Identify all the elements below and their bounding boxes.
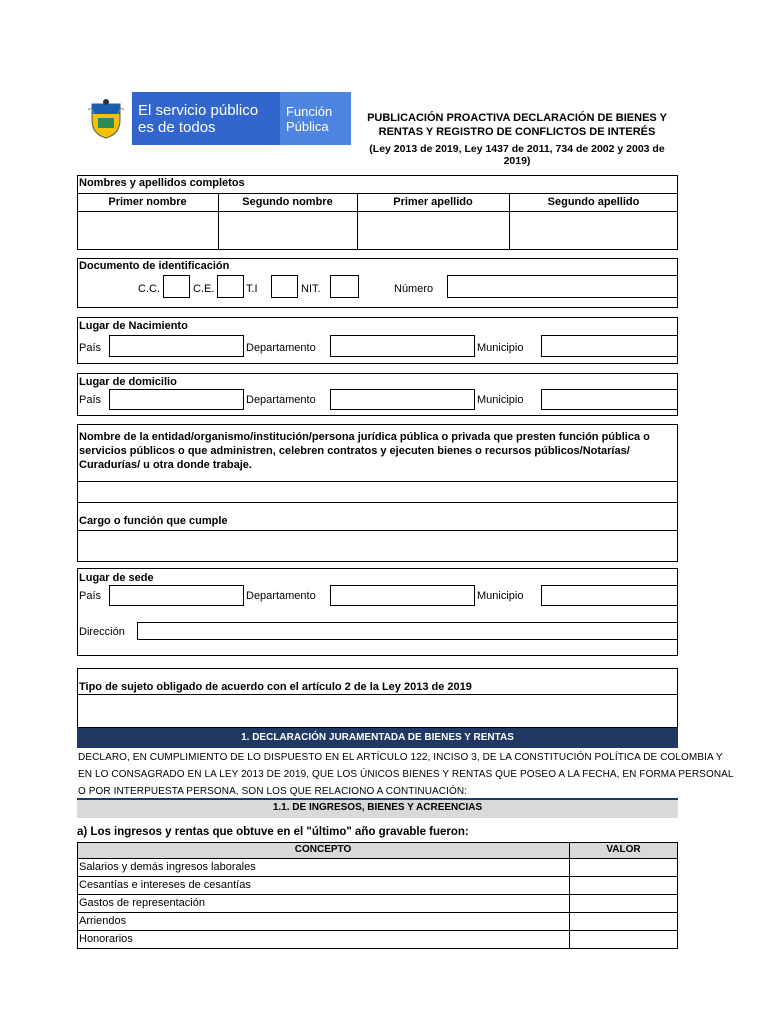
seat-heading: Lugar de sede (79, 572, 154, 584)
logo-slogan: El servicio público es de todos (132, 92, 280, 145)
cargo-heading: Cargo o función que cumple (79, 515, 228, 527)
segundo-apellido-field[interactable] (510, 212, 677, 249)
numero-field[interactable] (447, 275, 678, 298)
col-concepto: CONCEPTO (294, 844, 352, 855)
seat-section (77, 568, 678, 656)
page-title: PUBLICACIÓN PROACTIVA DECLARACIÓN DE BIENES Y RENTAS Y REGISTRO DE CONFLICTOS DE INTERÉS (367, 112, 667, 138)
domicile-municipio-field[interactable] (541, 389, 678, 410)
primer-apellido-field[interactable] (358, 212, 508, 249)
col-segundo-nombre: Segundo nombre (242, 196, 333, 208)
seat-departamento-field[interactable] (330, 585, 475, 606)
domicile-departamento-label: Departamento (246, 394, 316, 406)
income-question: a) Los ingresos y rentas que obtuve en el "último" año gravable fueron: (77, 826, 469, 838)
laws-reference: (Ley 2013 de 2019, Ley 1437 de 2011, 734 de 2002 y 2003 de 2019) (369, 143, 665, 167)
valor-gastos-field[interactable] (570, 896, 677, 912)
subject-type-heading: Tipo de sujeto obligado de acuerdo con el artículo 2 de la Ley 2013 de 2019 (79, 681, 472, 693)
domicile-departamento-field[interactable] (330, 389, 475, 410)
numero-label: Número (394, 283, 434, 295)
col-primer-apellido: Primer apellido (393, 196, 473, 208)
valor-cesantias-field[interactable] (570, 878, 677, 894)
cargo-field[interactable] (78, 531, 677, 561)
seat-direccion-field[interactable] (137, 622, 678, 640)
domicile-municipio-label: Municipio (477, 394, 524, 406)
col-segundo-apellido: Segundo apellido (547, 196, 640, 208)
entity-heading: Nombre de la entidad/organismo/institución/persona jurídica pública o privada que presten función pública o servicios públicos o que administren, celebren contratos y ejecuten bienes o recursos públicos/Notarías/ Curadurías/ u otra donde trabaje. (79, 431, 650, 471)
ti-label: T.I (246, 283, 258, 295)
coat-of-arms-icon (80, 92, 132, 145)
seat-pais-label: País (79, 590, 102, 602)
declaration-line-3: O POR INTERPUESTA PERSONA, SON LOS QUE RELACIONO A CONTINUACIÓN: (78, 786, 468, 797)
birth-municipio-field[interactable] (541, 335, 678, 357)
seat-municipio-label: Municipio (477, 590, 524, 602)
primer-nombre-field[interactable] (78, 212, 217, 249)
nit-checkbox[interactable] (330, 275, 359, 298)
entity-field[interactable] (78, 482, 677, 501)
seat-municipio-field[interactable] (541, 585, 678, 606)
segundo-nombre-field[interactable] (219, 212, 356, 249)
cc-checkbox[interactable] (163, 275, 190, 298)
row-label: Honorarios (79, 933, 133, 945)
seat-direccion-label: Dirección (79, 626, 125, 638)
col-valor: VALOR (606, 844, 641, 855)
section-1-header: 1. DECLARACIÓN JURAMENTADA DE BIENES Y RENTAS (77, 728, 678, 748)
valor-arriendos-field[interactable] (570, 914, 677, 930)
ce-label: C.E. (193, 283, 215, 295)
col-primer-nombre: Primer nombre (108, 196, 187, 208)
birth-place-heading: Lugar de Nacimiento (79, 320, 188, 332)
section-1-1-header: 1.1. DE INGRESOS, BIENES Y ACREENCIAS (77, 800, 678, 818)
ti-checkbox[interactable] (271, 275, 298, 298)
birth-pais-field[interactable] (109, 335, 244, 357)
birth-pais-label: País (79, 342, 102, 354)
subject-type-field[interactable] (78, 695, 677, 727)
cc-label: C.C. (138, 283, 160, 295)
row-label: Gastos de representación (79, 897, 205, 909)
seat-pais-field[interactable] (109, 585, 244, 606)
birth-municipio-label: Municipio (477, 342, 524, 354)
names-heading: Nombres y apellidos completos (79, 177, 245, 189)
domicile-pais-field[interactable] (109, 389, 244, 410)
nit-label: NIT. (301, 283, 321, 295)
logo-funcion-publica: Función Pública (280, 92, 351, 145)
valor-salarios-field[interactable] (570, 860, 677, 876)
birth-departamento-field[interactable] (330, 335, 475, 357)
row-label: Arriendos (79, 915, 127, 927)
valor-honorarios-field[interactable] (570, 932, 677, 948)
row-label: Salarios y demás ingresos laborales (79, 861, 256, 873)
domicile-heading: Lugar de domicilio (79, 376, 177, 388)
declaration-line-1: DECLARO, EN CUMPLIMIENTO DE LO DISPUESTO EN EL ARTÍCULO 122, INCISO 3, DE LA CONSTITUCIÓN POLÍTICA DE COLOMBIA Y (78, 752, 723, 763)
domicile-pais-label: País (79, 394, 102, 406)
birth-departamento-label: Departamento (246, 342, 316, 354)
seat-departamento-label: Departamento (246, 590, 316, 602)
ce-checkbox[interactable] (217, 275, 244, 298)
brand-logo (80, 92, 351, 145)
declaration-line-2: EN LO CONSAGRADO EN LA LEY 2013 DE 2019, QUE LOS ÚNICOS BIENES Y RENTAS QUE POSEO A LA FECHA, EN FORMA PERSONAL (78, 769, 734, 780)
id-document-heading: Documento de identificación (79, 260, 230, 272)
row-label: Cesantías e intereses de cesantías (79, 879, 251, 891)
